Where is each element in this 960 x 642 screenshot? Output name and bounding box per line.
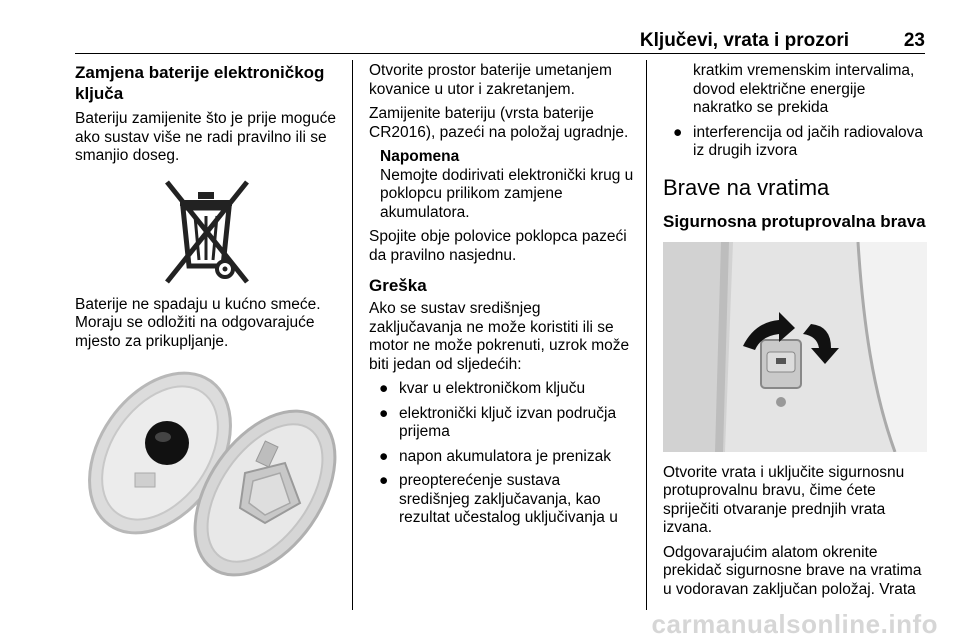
list-item: ● napon akumulatora je prenizak <box>379 447 611 465</box>
page-number: 23 <box>903 30 925 51</box>
subheading-child-lock: Sigurnosna protuprovalna brava <box>663 211 926 231</box>
column-1 <box>75 62 337 578</box>
crossed-bin-icon <box>75 174 337 286</box>
bullet-dot: ● <box>379 380 389 397</box>
paragraph-battery-replace: Bateriju zamijenite što je prije moguće ako sustav više ne radi pravilno ili se smanjio doseg. <box>75 110 337 164</box>
key-fob-open-image <box>75 363 337 578</box>
column-divider-2 <box>646 60 647 610</box>
paragraph-error-intro: Ako se sustav središnjeg zaključavanja ne može koristiti ili se motor ne može pokrenuti, uzrok može biti jedan od sljedećih: <box>369 300 630 373</box>
note-text: Nemojte dodirivati elektronički krug u poklopcu prilikom zamjene akumulatora. <box>380 166 634 221</box>
bullet-dot: ● <box>379 404 389 422</box>
section-heading-door-locks: Brave na vratima <box>663 174 830 200</box>
list-item: ● elektronički ključ izvan područja prijema <box>379 404 617 440</box>
paragraph-activate-lock: Otvorite vrata i uključite sigurnosnu protuprovalnu bravu, čime ćete spriječiti otvaranje prednjih vrata izvana. <box>663 463 905 536</box>
error-causes-list-continued <box>663 124 927 161</box>
header-rule <box>75 53 925 54</box>
paragraph-battery-disposal: Baterije ne spadaju u kućno smeće. Moraju se odložiti na odgovarajuće mjesto za prikupljanje. <box>75 295 321 350</box>
watermark: carmanualsonline.info <box>651 609 938 639</box>
paragraph-replace-battery: Zamijenite bateriju (vrsta baterije CR2016), pazeći na položaj ugradnje. <box>369 105 629 141</box>
error-causes-list <box>369 380 635 528</box>
bullet-dot: ● <box>379 472 389 489</box>
note-box <box>380 148 635 222</box>
paragraph-open-battery: Otvorite prostor baterije umetanjem kovanice u utor i zakretanjem. <box>369 62 612 98</box>
section-heading-battery: Zamjena baterije elektroničkog ključa <box>75 63 325 103</box>
list-item: ● interferencija od jačih radiovalova iz drugih izvora <box>673 123 924 159</box>
paragraph-turn-switch: Odgovarajućim alatom okrenite prekidač sigurnosne brave na vratima u vodoravan zaključan položaj. Vrata <box>663 543 922 598</box>
bullet-dot: ● <box>673 123 683 141</box>
list-item: ● preopterećenje sustava središnjeg zaključavanja, kao rezultat učestalog uključivanja u <box>379 472 618 526</box>
column-2 <box>369 62 635 534</box>
door-lock-image <box>663 242 927 452</box>
column-3 <box>663 62 927 605</box>
column-divider-1 <box>352 60 353 610</box>
page-header <box>75 30 925 54</box>
list-continuation: kratkim vremenskim intervalima, dovod električne energije nakratko se prekida <box>693 62 915 116</box>
header-title: Ključevi, vrata i prozori <box>639 30 849 51</box>
list-item: ● kvar u elektroničkom ključu <box>379 380 586 397</box>
note-title: Napomena <box>380 148 460 165</box>
bullet-dot: ● <box>379 447 389 465</box>
paragraph-join-cover: Spojite obje polovice poklopca pazeći da pravilno nasjednu. <box>369 228 627 264</box>
section-heading-error: Greška <box>369 276 427 295</box>
